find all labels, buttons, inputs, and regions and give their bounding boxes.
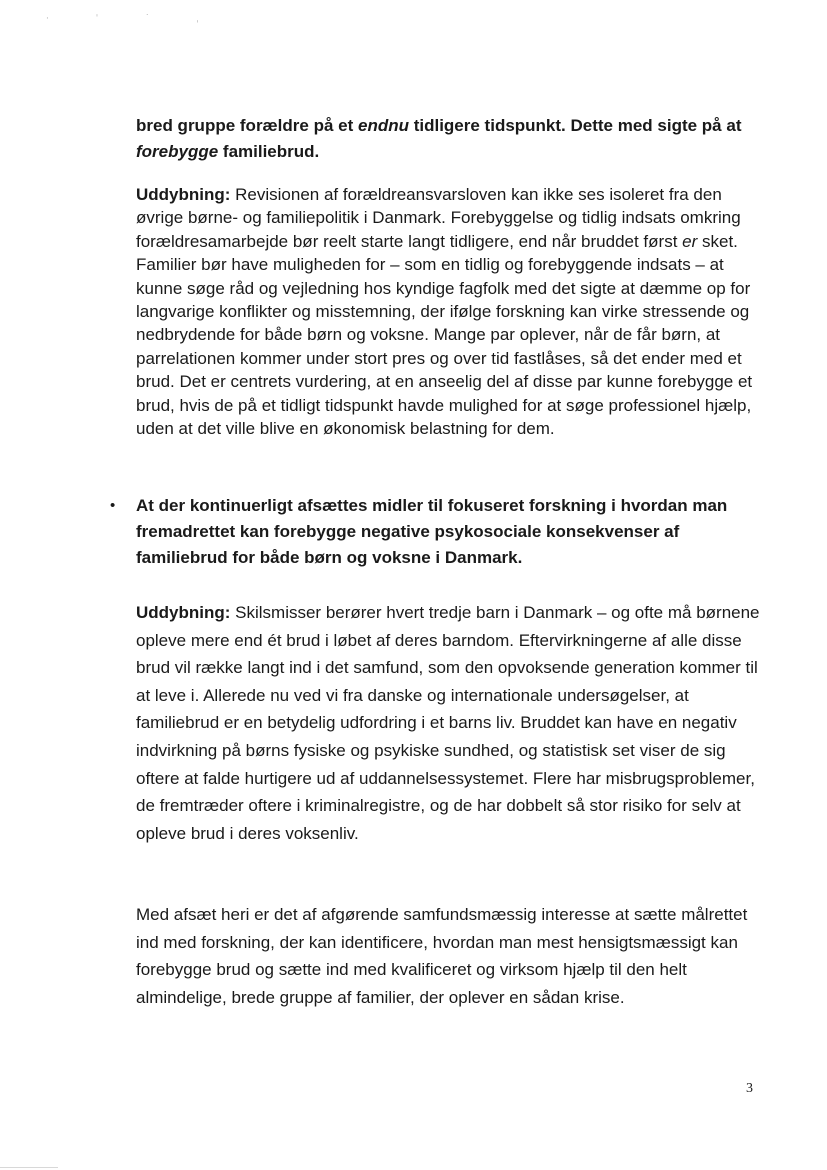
intro-text-part1: bred gruppe forældre på et: [136, 116, 358, 135]
elaboration-1-emphasis: er: [682, 231, 698, 251]
elaboration-2-text: Skilsmisser berører hvert tredje barn i Danmark – og ofte må børnene opleve mere end ét brud i løbet af deres barndom. Eftervirkningerne af alle disse brud vil række langt ind i det samfund, som den opvoksende generation kommer til at leve i. Allerede nu ved vi fra danske og internationale undersøgelser, at familiebrud er en betydelig udfordring i et barns liv. Bruddet kan have en negativ indvirkning på børns fysiske og psykiske sundhed, og statistisk set viser de sig oftere at falde hurtigere ud af uddannelsessystemet. Flere har misbrugsproblemer, de fremtræder oftere i kriminalregistre, og de har dobbelt så stor risiko for selv at opleve brud i deres voksenliv.: [136, 603, 760, 843]
scan-artifact-marks: · ˈ ˙ ˌ: [46, 14, 221, 24]
elaboration-1-text-a: Revisionen af forældreansvarsloven kan ikke ses isoleret fra den øvrige børne- og familiepolitik i Danmark. Forebyggelse og tidlig indsats omkring forældresamarbejde bør reelt starte langt tidligere, end når bruddet først: [136, 185, 741, 251]
intro-paragraph: [136, 113, 764, 165]
intro-text-part2: tidligere tidspunkt. Dette med sigte på at: [408, 116, 742, 135]
elaboration-label: Uddybning:: [136, 185, 231, 204]
intro-emphasis-endnu: endnu: [357, 116, 409, 135]
elaboration-paragraph-1: [136, 183, 764, 440]
elaboration-label: Uddybning:: [136, 603, 231, 622]
elaboration-1-text-b: sket. Familier bør have muligheden for – som en tidlig og forebyggende indsats – at kunne søge råd og vejledning hos kyndige fagfolk med det sigte at dæmme op for langvarige konflikter og misstemning, der ifølge forskning kan virke stressende og nedbrydende for både børn og voksne. Mange par oplever, når de får børn, at parrelationen kommer under stort pres og over tid fastlåses, så det ender med et brud. Det er centrets vurdering, at en anseelig del af disse par kunne forebygge et brud, hvis de på et tidligt tidspunkt havde mulighed for at søge professionel hjælp, uden at det ville blive en økonomisk belastning for dem.: [136, 231, 753, 439]
bullet-recommendation: At der kontinuerligt afsættes midler til fokuseret forskning i hvordan man fremadrettet kan forebygge negative psykosociale konsekvenser af familiebrud for både børn og voksne i Danmark.: [136, 496, 728, 567]
intro-emphasis-forebygge: forebygge: [136, 142, 219, 161]
page-number: 3: [746, 1081, 753, 1096]
elaboration-paragraph-2: [136, 599, 764, 847]
conclusion-paragraph: Med afsæt heri er det af afgørende samfundsmæssig interesse at sætte målrettet ind med forskning, der kan identificere, hvordan man mest hensigtsmæssigt kan forebygge brud og sætte ind med kvalificeret og virksom hjælp til den helt almindelige, brede gruppe af familier, der oplever en sådan krise.: [136, 905, 748, 1007]
bullet-point: •: [110, 497, 116, 514]
intro-text-part3: familiebrud.: [218, 142, 320, 161]
scan-edge-line: [0, 1167, 58, 1168]
